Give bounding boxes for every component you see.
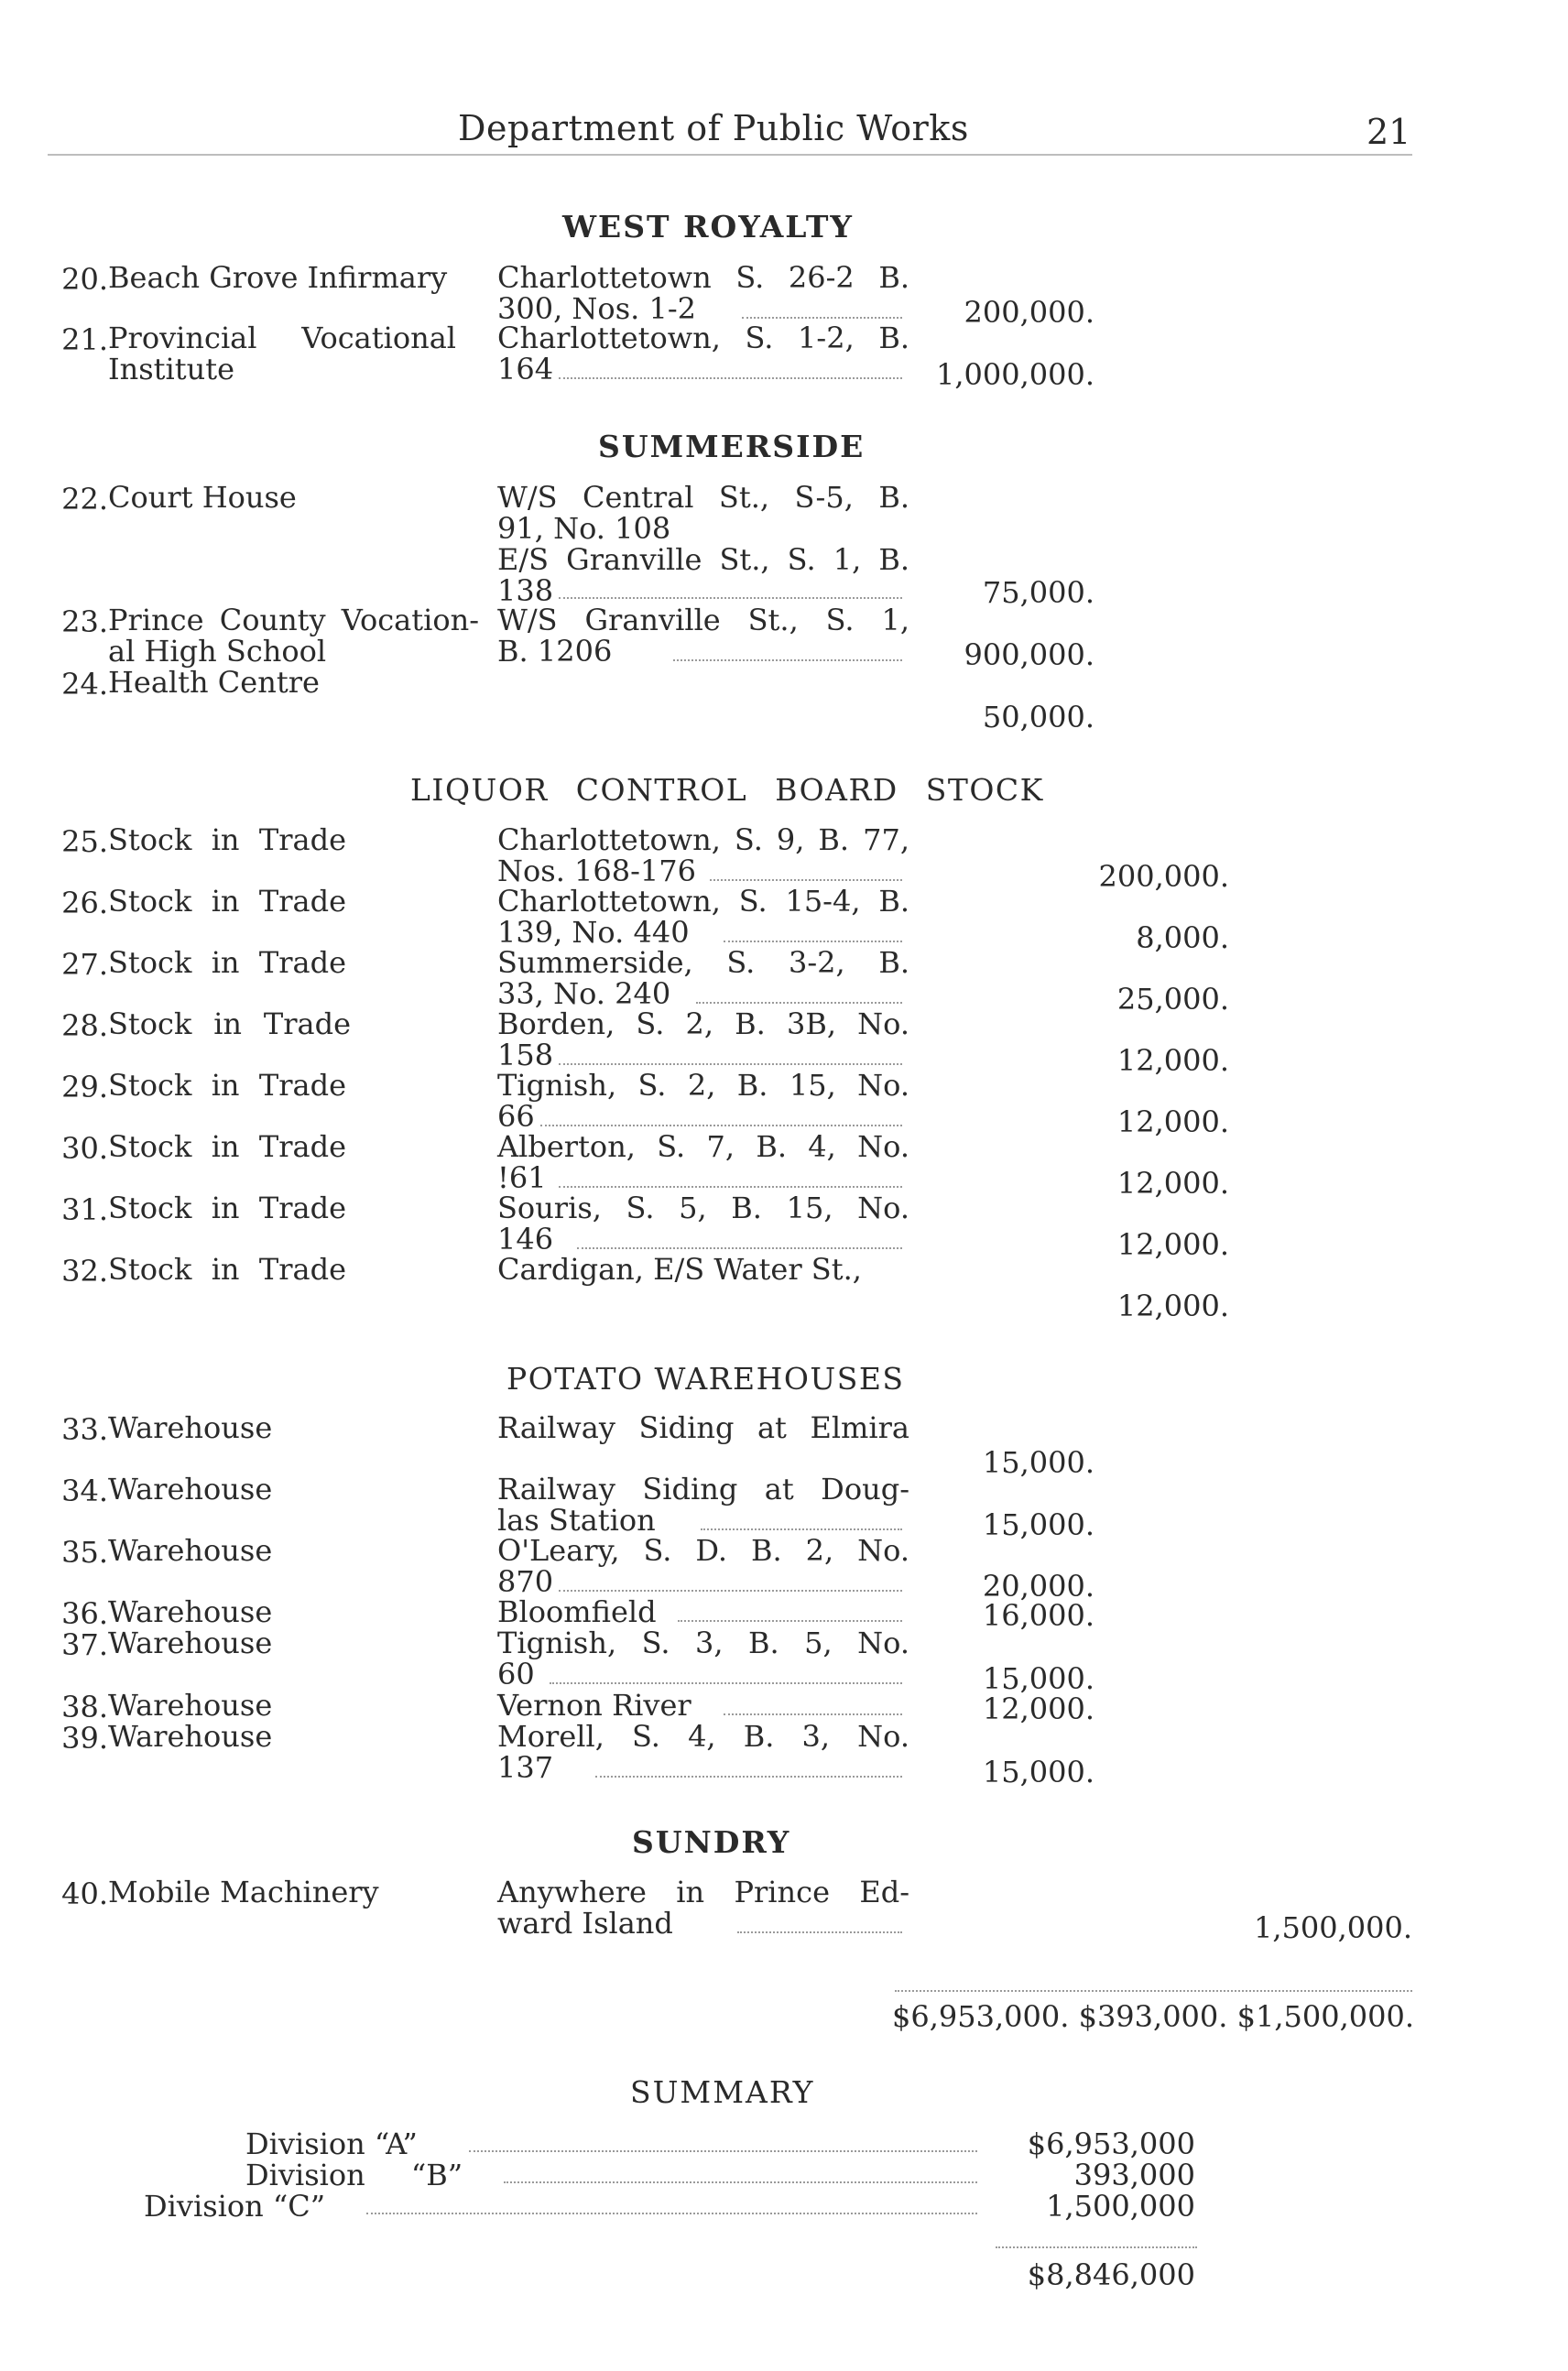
item-number: 36. [61,1596,108,1631]
dot-leader [559,597,902,599]
item-amount: 12,000. [982,1691,1094,1726]
item-amount: 900,000. [964,637,1094,672]
dot-leader [696,1002,902,1004]
page-header-title: Department of Public Works [458,108,969,148]
location-line: 164 [497,352,554,386]
name-line: Stock in Trade [108,1068,346,1103]
item-name [108,322,456,385]
item-location [497,1721,909,1783]
item-name: Health Centre [108,665,320,700]
item-name [108,1131,346,1162]
item-location [497,1131,909,1193]
dot-leader [469,2150,977,2152]
dot-leader [550,1682,902,1684]
item-name: Warehouse [108,1719,273,1754]
item-name: Warehouse [108,1594,273,1629]
item-location [497,1627,909,1690]
name-line: Provincial Vocational [108,321,456,355]
dot-leader [724,1713,902,1715]
item-amount: 1,500,000. [1253,1910,1412,1945]
dot-leader [540,1125,902,1126]
item-amount: 200,000. [964,295,1094,330]
summary-label: Division “C” [144,2189,326,2224]
location-line: W/S Central St., S-5, B. [497,480,909,515]
dot-leader [559,1186,902,1188]
item-amount: 12,000. [1116,1227,1229,1262]
location-line: Morell, S. 4, B. 3, No. [497,1719,909,1754]
location-line: Anywhere in Prince Ed- [497,1875,909,1909]
item-amount: 12,000. [1116,1166,1229,1201]
location-line: Borden, S. 2, B. 3B, No. [497,1006,909,1041]
item-amount: 200,000. [1098,859,1229,894]
summary-amount: 1,500,000 [1046,2189,1195,2224]
location-line: Souris, S. 5, B. 15, No. [497,1191,909,1225]
item-number: 35. [61,1535,108,1570]
item-name: Mobile Machinery [108,1875,379,1909]
item-name: Warehouse [108,1410,273,1445]
section-potato-warehouses: POTATO WAREHOUSES [506,1361,905,1397]
dot-leader [710,879,902,881]
dot-leader [724,941,902,942]
location-line: B. 1206 [497,634,613,669]
item-location [497,604,909,667]
location-line: Railway Siding at Elmira [497,1410,909,1445]
name-line: al High School [108,634,327,669]
item-number: 24. [61,667,108,702]
header-rule [48,154,1412,156]
item-number: 39. [61,1721,108,1756]
item-amount: 8,000. [1136,920,1229,955]
item-number: 31. [61,1192,108,1227]
item-location [497,1070,909,1132]
item-location [497,482,909,606]
dot-leader [559,1063,902,1065]
item-name: Warehouse [108,1533,273,1568]
item-amount: 12,000. [1116,1289,1229,1323]
item-name: Court House [108,480,297,515]
name-line: Stock in Trade [108,1252,346,1287]
dot-leader [577,1247,902,1249]
item-name: Warehouse [108,1472,273,1506]
location-line: Cardigan, E/S Water St., [497,1252,862,1287]
location-line: 66 [497,1099,535,1134]
item-location [497,824,909,886]
item-amount: 15,000. [982,1445,1094,1480]
item-number: 23. [61,604,108,639]
item-location [497,1008,909,1071]
location-line: 158 [497,1038,554,1072]
column-totals: $6,953,000. $393,000. $1,500,000. [892,1999,1414,2034]
page-number: 21 [1367,112,1411,152]
location-line: Alberton, S. 7, B. 4, No. [497,1129,909,1164]
item-amount: 75,000. [982,575,1094,610]
item-location [497,262,909,324]
item-amount: 20,000. [982,1569,1094,1604]
item-location [497,1535,909,1597]
summary-amount: 393,000 [1073,2158,1195,2192]
location-line: Vernon River [497,1688,691,1723]
item-amount: 15,000. [982,1755,1094,1789]
location-line: Charlottetown, S. 15-4, B. [497,884,909,919]
item-name [108,947,346,978]
item-amount: 25,000. [1116,982,1229,1017]
item-number: 22. [61,482,108,517]
name-line: Stock in Trade [108,884,346,919]
item-number: 34. [61,1474,108,1508]
location-line: O'Leary, S. D. B. 2, No. [497,1533,909,1568]
item-amount: 12,000. [1116,1104,1229,1139]
dot-leader [504,2181,977,2183]
location-line: Nos. 168-176 [497,854,696,888]
location-line: Charlottetown, S. 1-2, B. [497,321,909,355]
location-line: las Station [497,1503,656,1538]
location-line: 138 [497,573,554,608]
location-line: ward Island [497,1906,673,1941]
item-amount: 1,000,000. [935,357,1094,392]
location-line: 870 [497,1564,554,1599]
location-line: !61 [497,1160,547,1195]
dot-leader [701,1528,902,1530]
item-number: 27. [61,947,108,982]
location-line: Charlottetown, S. 9, B. 77, [497,822,909,857]
location-line: 300, Nos. 1-2 [497,291,696,326]
dot-leader [559,377,902,379]
summary-label: Division “B” [245,2158,463,2192]
item-amount: 12,000. [1116,1043,1229,1078]
item-location [497,886,909,948]
item-name [108,1008,351,1039]
location-line: 33, No. 240 [497,976,671,1011]
location-line: Tignish, S. 2, B. 15, No. [497,1068,909,1103]
location-line: 60 [497,1657,535,1691]
section-liquor-control-board-stock: LIQUOR CONTROL BOARD STOCK [410,772,1044,808]
dot-leader [737,1931,902,1933]
item-name [108,824,346,855]
item-number: 25. [61,824,108,859]
item-name: Warehouse [108,1626,273,1660]
summary-amount: $6,953,000 [1027,2126,1195,2161]
item-name [108,1254,346,1285]
dot-leader [595,1776,902,1778]
totals-dot-rule [895,1990,1412,1992]
item-number: 38. [61,1690,108,1724]
location-line: Summerside, S. 3-2, B. [497,945,909,980]
location-line: Bloomfield [497,1594,657,1629]
item-amount: 50,000. [982,700,1094,734]
name-line: Prince County Vocation- [108,603,479,637]
item-number: 20. [61,262,108,297]
item-location [497,1596,909,1627]
item-name: Warehouse [108,1688,273,1723]
section-summary: SUMMARY [630,2074,815,2110]
section-summerside: SUMMERSIDE [598,429,866,464]
item-name [108,1192,346,1224]
name-line: Stock in Trade [108,1129,346,1164]
item-number: 37. [61,1627,108,1662]
summary-total: $8,846,000 [1027,2257,1195,2292]
summary-dot-rule [996,2246,1197,2248]
location-line: Tignish, S. 3, B. 5, No. [497,1626,909,1660]
name-line: Stock in Trade [108,1006,351,1041]
item-location [497,322,909,385]
dot-leader [366,2213,977,2214]
item-location [497,1690,909,1721]
item-name: Beach Grove Infirmary [108,260,448,295]
location-line: Charlottetown S. 26-2 B. [497,260,909,295]
dot-leader [673,659,902,661]
item-location [497,1412,909,1443]
item-location [497,1474,909,1536]
name-line: Stock in Trade [108,945,346,980]
section-west-royalty: WEST ROYALTY [562,209,854,245]
dot-leader [742,317,902,319]
item-name [108,604,479,667]
item-amount: 15,000. [982,1661,1094,1696]
item-location [497,1192,909,1255]
item-number: 29. [61,1070,108,1104]
item-location [497,1254,909,1285]
name-line: Stock in Trade [108,822,346,857]
dot-leader [559,1590,902,1592]
location-line: 137 [497,1750,554,1785]
location-line: 146 [497,1222,554,1256]
location-line: W/S Granville St., S. 1, [497,603,909,637]
item-number: 33. [61,1412,108,1447]
item-number: 26. [61,886,108,920]
item-number: 32. [61,1254,108,1289]
name-line: Institute [108,352,235,386]
name-line: Stock in Trade [108,1191,346,1225]
item-name [108,886,346,917]
item-amount: 15,000. [982,1507,1094,1542]
location-line: 139, No. 440 [497,915,690,950]
item-number: 28. [61,1008,108,1043]
item-number: 40. [61,1876,108,1911]
dot-leader [678,1620,902,1622]
item-number: 30. [61,1131,108,1166]
summary-label: Division “A” [245,2126,418,2161]
item-name [108,1070,346,1101]
location-line: Railway Siding at Doug- [497,1472,909,1506]
item-location [497,947,909,1009]
section-sundry: SUNDRY [632,1824,791,1860]
item-number: 21. [61,322,108,357]
location-line: E/S Granville St., S. 1, B. [497,542,909,577]
item-amount: 16,000. [982,1598,1094,1633]
location-line: 91, No. 108 [497,511,671,546]
item-location [497,1876,909,1939]
